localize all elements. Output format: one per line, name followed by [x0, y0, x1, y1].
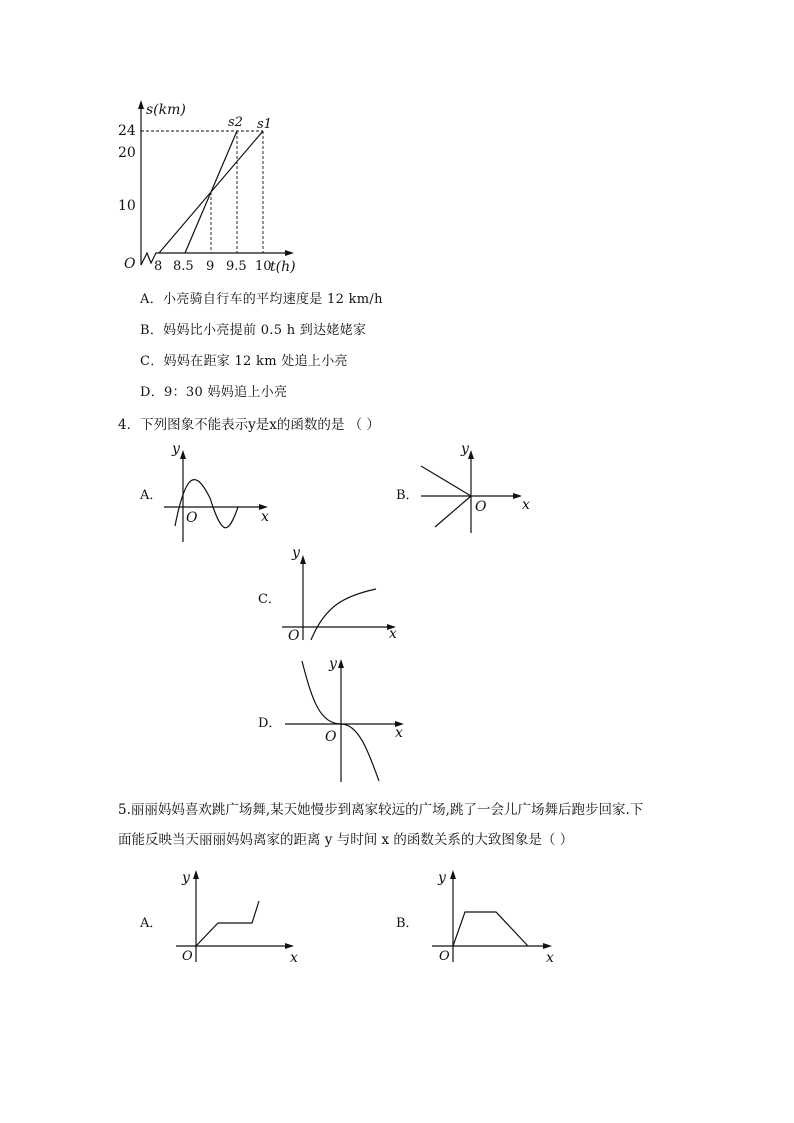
x-label: x [395, 725, 403, 741]
sine-curve [175, 480, 238, 528]
x-tick-8-5: 8.5 [173, 259, 194, 274]
y-tick-20: 20 [118, 145, 136, 161]
q4-stem: 4．下列图象不能表示y是x的函数的是 （ ） [118, 417, 380, 433]
y-tick-10: 10 [118, 198, 136, 214]
y-axis-label: s(km) [146, 102, 186, 118]
origin-label: O [439, 949, 450, 964]
y-label: y [329, 656, 337, 672]
y-label: y [461, 441, 469, 457]
q4-option-c-label: C． [258, 592, 281, 607]
origin-label: O [325, 729, 337, 745]
q5-option-b-label: B． [396, 916, 419, 931]
q4-option-a-label: A． [140, 488, 163, 503]
option-letter: B． [140, 323, 164, 338]
q5-graph-a [170, 865, 305, 970]
option-text: 妈妈在距家 12 km 处追上小亮 [163, 354, 348, 369]
option-letter: D． [140, 385, 165, 400]
q3-option-a [140, 292, 383, 308]
x-label: x [522, 497, 530, 513]
s1-label: s1 [257, 117, 272, 132]
s2-label: s2 [228, 115, 243, 130]
q4-graph-a [160, 438, 280, 548]
option-text: 小亮骑自行车的平均速度是 12 km/h [163, 292, 383, 307]
x-tick-10: 10 [255, 259, 272, 274]
origin-label: O [186, 510, 198, 526]
option-text: 9：30 妈妈追上小亮 [164, 385, 288, 400]
origin-label: O [124, 256, 136, 272]
q3-option-c [140, 354, 348, 370]
y-label: y [438, 870, 446, 886]
x-label: x [389, 626, 397, 642]
y-label: y [172, 441, 180, 457]
q5-graph-b [425, 865, 560, 970]
origin-label: O [288, 628, 300, 644]
x-tick-9: 9 [206, 259, 215, 274]
option-letter: C． [140, 354, 164, 369]
q3-distance-time-graph [115, 95, 315, 280]
x-label: x [546, 950, 554, 966]
distance-curve [196, 901, 259, 946]
q4-option-b-label: B． [396, 488, 419, 503]
q4-graph-c [278, 543, 403, 645]
x-axis-label: t(h) [270, 259, 296, 275]
option-text: 妈妈比小亮提前 0.5 h 到达姥姥家 [163, 323, 367, 338]
origin-label: O [475, 499, 487, 515]
q3-option-b [140, 323, 366, 339]
q4-graph-b [415, 438, 535, 538]
y-label: y [182, 870, 190, 886]
q4-graph-d [280, 650, 410, 785]
ray-lower [435, 496, 471, 527]
q5-stem [118, 795, 678, 855]
x-label: x [290, 950, 298, 966]
x-label: x [261, 509, 269, 525]
option-letter: A． [140, 292, 163, 307]
x-tick-9-5: 9.5 [226, 259, 247, 274]
q5-option-a-label: A． [140, 916, 163, 931]
origin-label: O [182, 949, 193, 964]
distance-curve [453, 912, 528, 946]
q4-option-d-label: D． [258, 716, 282, 731]
q5-stem-line-2: 面能反映当天丽丽妈妈离家的距离 y 与时间 x 的函数关系的大致图象是（ ） [118, 832, 574, 848]
log-curve [311, 589, 376, 640]
y-label: y [292, 545, 300, 561]
q5-stem-line-1: 5.丽丽妈妈喜欢跳广场舞,某天她慢步到离家较远的广场,跳了一会儿广场舞后跑步回家.下 [118, 802, 644, 818]
x-tick-8: 8 [154, 259, 163, 274]
q3-option-d [140, 385, 287, 401]
ray-upper [421, 466, 471, 496]
y-tick-24: 24 [118, 123, 136, 139]
